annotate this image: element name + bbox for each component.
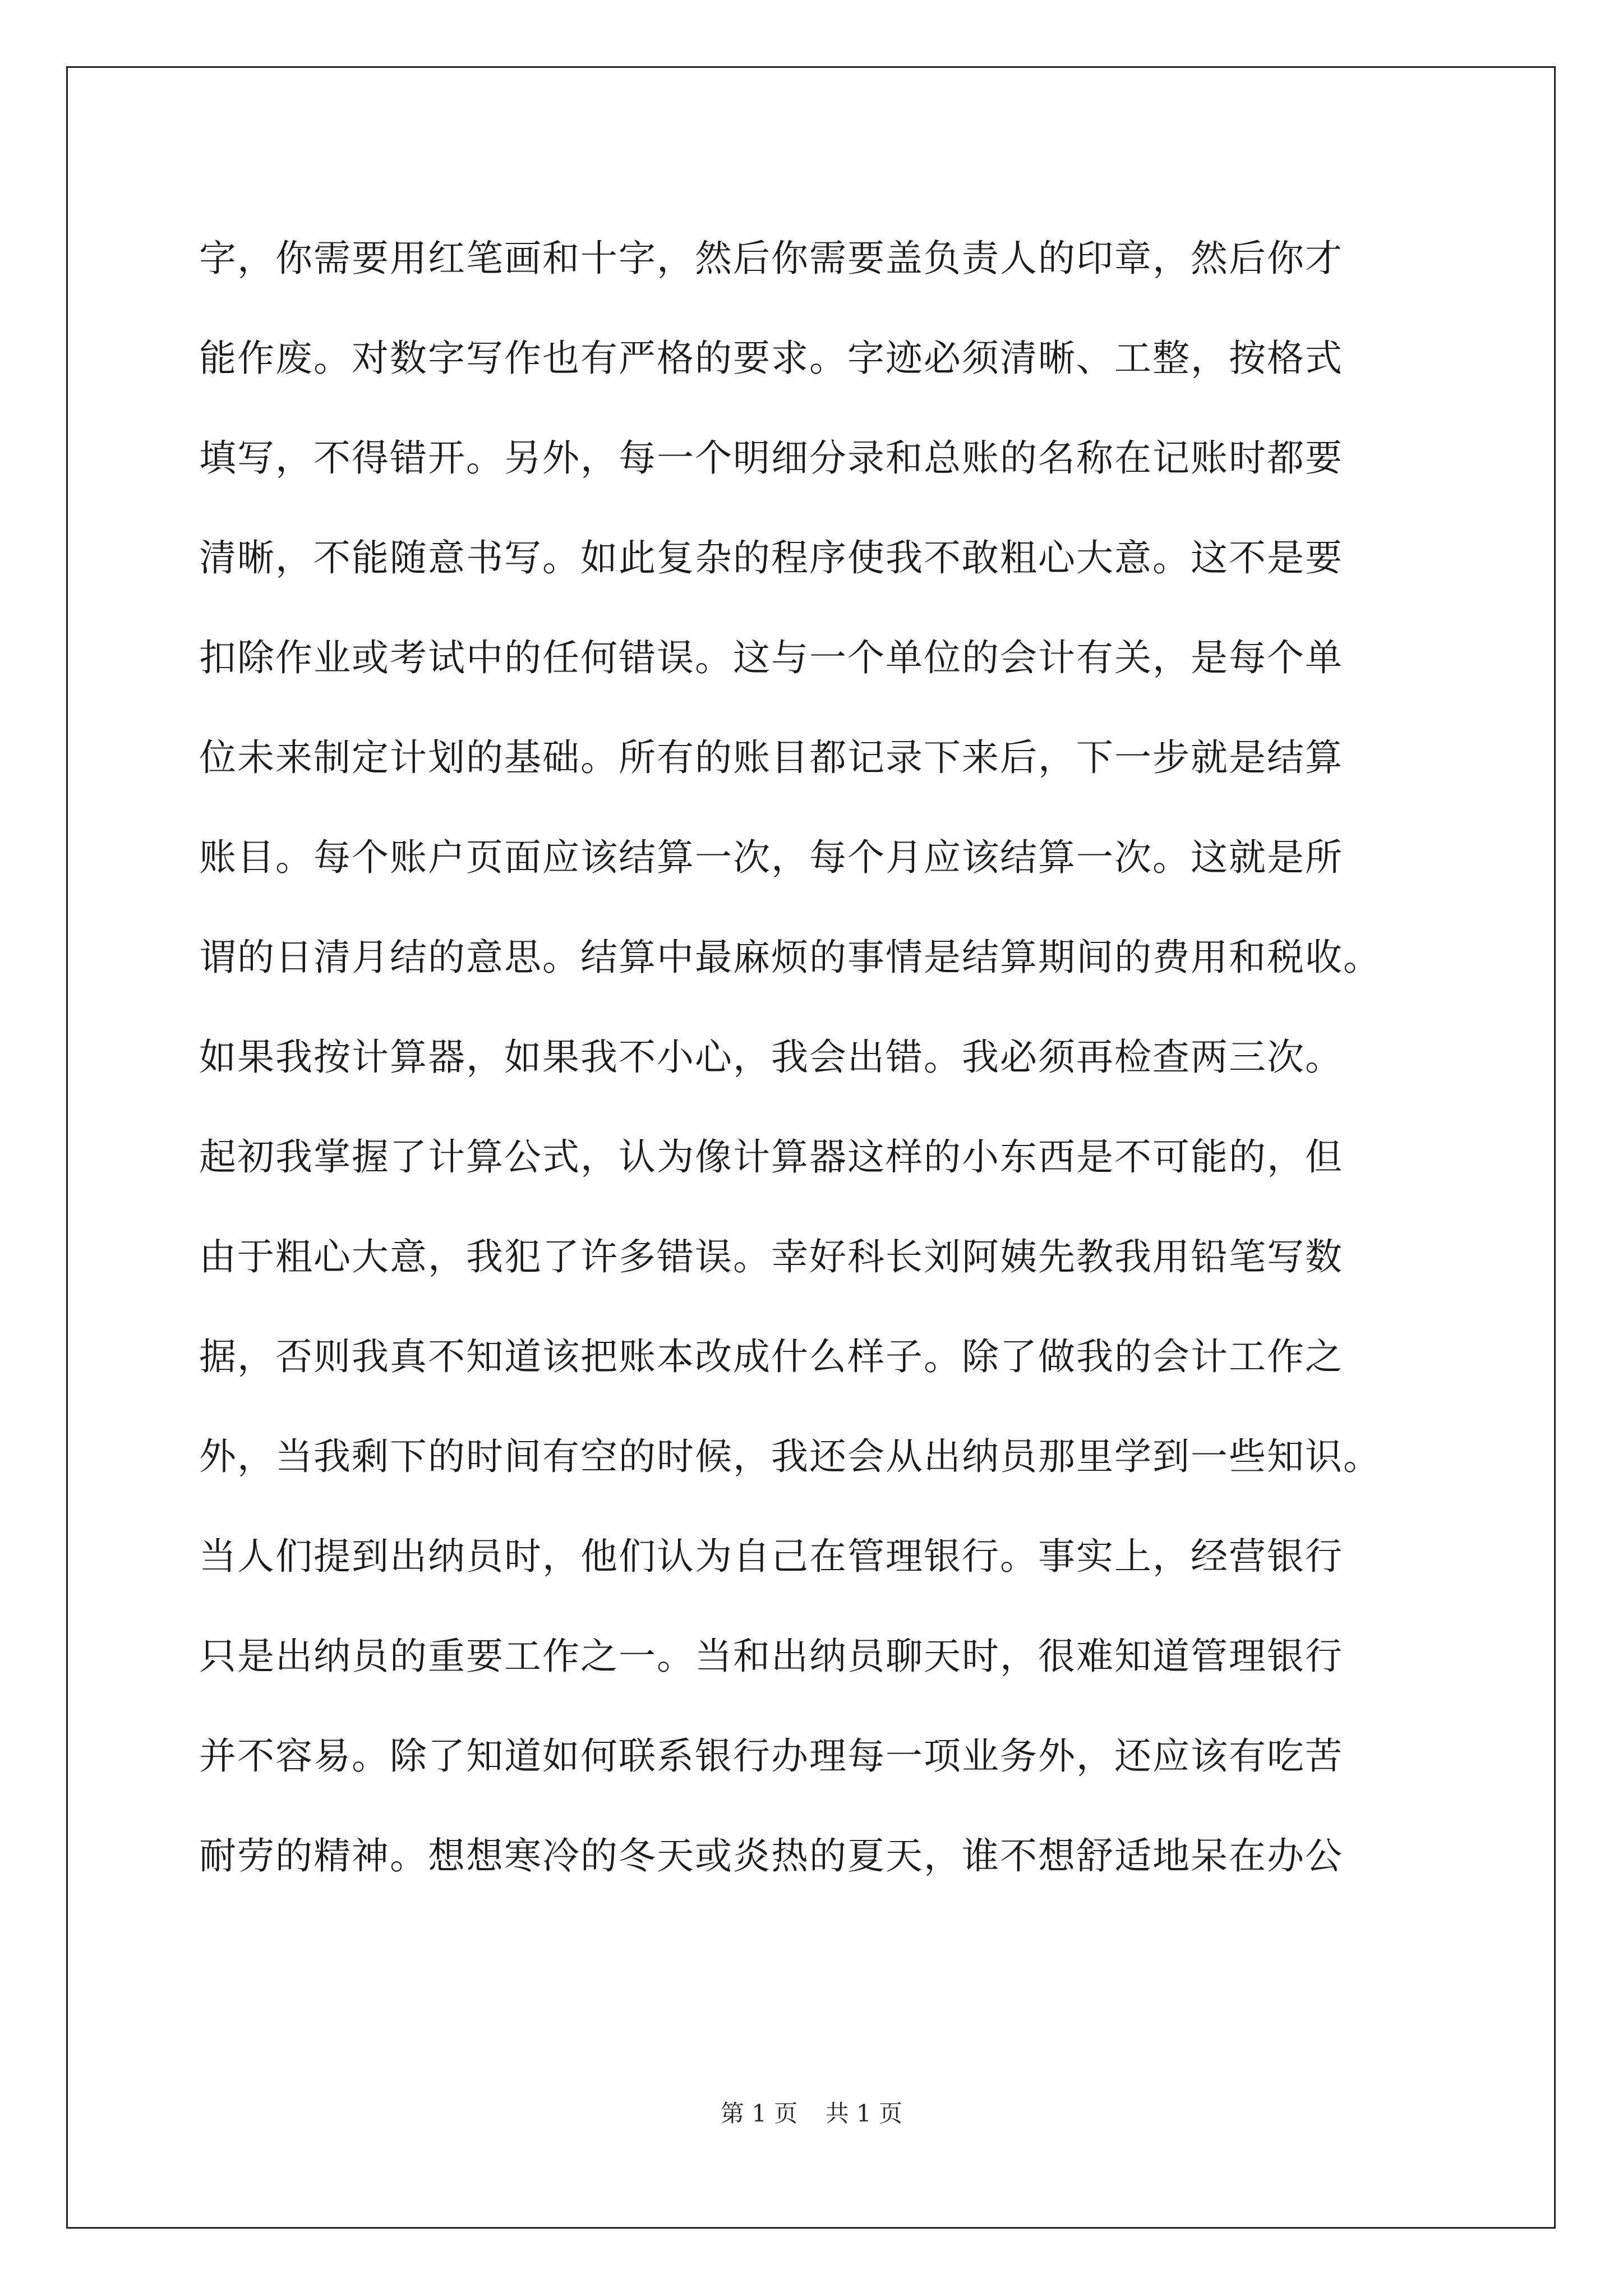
text-line-14: 当人们提到出纳员时，他们认为自己在管理银行。事实上，经营银行 xyxy=(199,1535,1343,1578)
text-line-9: 如果我按计算器，如果我不小心，我会出错。我必须再检查两三次。 xyxy=(199,1036,1343,1079)
text-line-1: 字，你需要用红笔画和十字，然后你需要盖负责人的印章，然后你才 xyxy=(199,237,1343,280)
text-line-13: 外，当我剩下的时间有空的时候，我还会从出纳员那里学到一些知识。 xyxy=(199,1435,1381,1478)
page-total: 共 1 页 xyxy=(825,2100,903,2127)
text-line-8: 谓的日清月结的意思。结算中最麻烦的事情是结算期间的费用和税收。 xyxy=(199,936,1381,979)
text-line-3: 填写，不得错开。另外，每一个明细分录和总账的名称在记账时都要 xyxy=(199,436,1343,480)
text-line-2: 能作废。对数字写作也有严格的要求。字迹必须清晰、工整，按格式 xyxy=(199,337,1343,380)
page-number: 第 1 页 xyxy=(720,2100,798,2127)
text-line-15: 只是出纳员的重要工作之一。当和出纳员聊天时，很难知道管理银行 xyxy=(199,1635,1343,1678)
text-line-12: 据，否则我真不知道该把账本改成什么样子。除了做我的会计工作之 xyxy=(199,1335,1343,1378)
text-line-7: 账目。每个账户页面应该结算一次，每个月应该结算一次。这就是所 xyxy=(199,836,1343,879)
document-body xyxy=(199,209,1455,1906)
text-line-10: 起初我掌握了计算公式，认为像计算器这样的小东西是不可能的，但 xyxy=(199,1135,1343,1179)
text-line-17: 耐劳的精神。想想寒冷的冬天或炎热的夏天，谁不想舒适地呆在办公 xyxy=(199,1834,1343,1878)
text-line-11: 由于粗心大意，我犯了许多错误。幸好科长刘阿姨先教我用铅笔写数 xyxy=(199,1235,1343,1278)
text-line-16: 并不容易。除了知道如何联系银行办理每一项业务外，还应该有吃苦 xyxy=(199,1734,1343,1778)
text-line-4: 清晰，不能随意书写。如此复杂的程序使我不敢粗心大意。这不是要 xyxy=(199,536,1343,579)
text-line-5: 扣除作业或考试中的任何错误。这与一个单位的会计有关，是每个单 xyxy=(199,636,1343,679)
page-footer xyxy=(0,2095,1623,2129)
text-line-6: 位未来制定计划的基础。所有的账目都记录下来后，下一步就是结算 xyxy=(199,736,1343,779)
